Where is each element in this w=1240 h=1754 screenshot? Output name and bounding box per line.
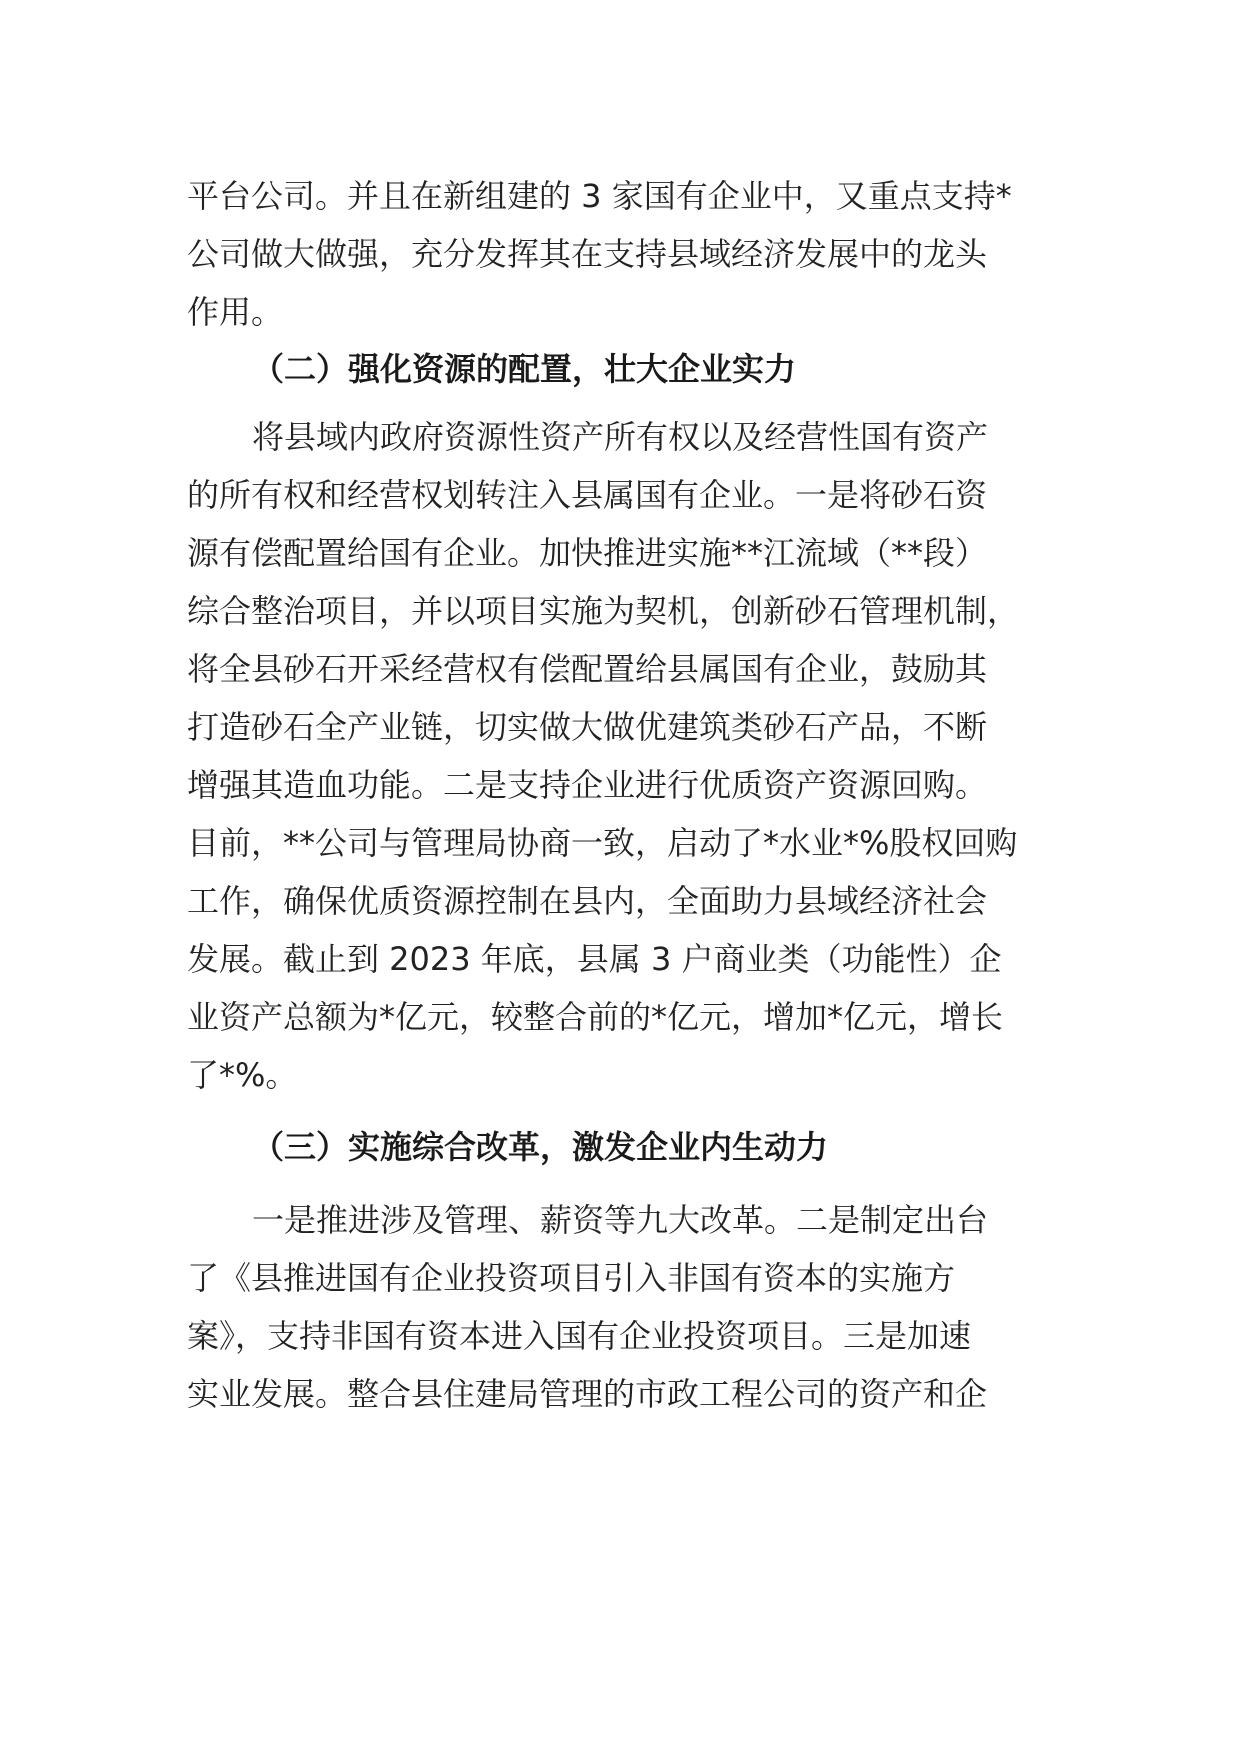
paragraph-line: 打造砂石全产业链，切实做大做优建筑类砂石产品，不断 — [187, 708, 988, 746]
paragraph-line: 将全县砂石开采经营权有偿配置给县属国有企业，鼓励其 — [187, 650, 988, 688]
paragraph-line: 综合整治项目，并以项目实施为契机，创新砂石管理机制， — [187, 592, 1020, 630]
paragraph-line: 实业发展。整合县住建局管理的市政工程公司的资产和企 — [187, 1375, 988, 1413]
paragraph-line: 一是推进涉及管理、薪资等九大改革。二是制定出台 — [252, 1201, 989, 1239]
paragraph-line: 将县域内政府资源性资产所有权以及经营性国有资产 — [252, 418, 989, 456]
paragraph-line: 了《县推进国有企业投资项目引入非国有资本的实施方 — [187, 1259, 956, 1297]
paragraph-line: 作用。 — [187, 293, 284, 331]
paragraph-line: 案》，支持非国有资本进入国有企业投资项目。三是加速 — [187, 1317, 972, 1355]
paragraph-line: 公司做大做强，充分发挥其在支持县域经济发展中的龙头 — [187, 235, 988, 273]
paragraph-line: 源有偿配置给国有企业。加快推进实施**江流域（**段） — [187, 534, 988, 572]
paragraph-line: 了*%。 — [187, 1056, 298, 1094]
paragraph-line: 工作，确保优质资源控制在县内，全面助力县域经济社会 — [187, 882, 988, 920]
paragraph-line: 增强其造血功能。二是支持企业进行优质资产资源回购。 — [187, 766, 988, 804]
paragraph-line: 目前，**公司与管理局协商一致，启动了*水业*%股权回购 — [187, 824, 1018, 862]
section-heading-2: （二）强化资源的配置，壮大企业实力 — [252, 350, 797, 388]
paragraph-line: 的所有权和经营权划转注入县属国有企业。一是将砂石资 — [187, 476, 988, 514]
paragraph-line: 发展。截止到 2023 年底，县属 3 户商业类（功能性）企 — [187, 940, 1002, 978]
paragraph-line: 平台公司。并且在新组建的 3 家国有企业中，又重点支持* — [187, 177, 1012, 215]
paragraph-line: 业资产总额为*亿元，较整合前的*亿元，增加*亿元，增长 — [187, 998, 1004, 1036]
section-heading-3: （三）实施综合改革，激发企业内生动力 — [252, 1128, 829, 1166]
